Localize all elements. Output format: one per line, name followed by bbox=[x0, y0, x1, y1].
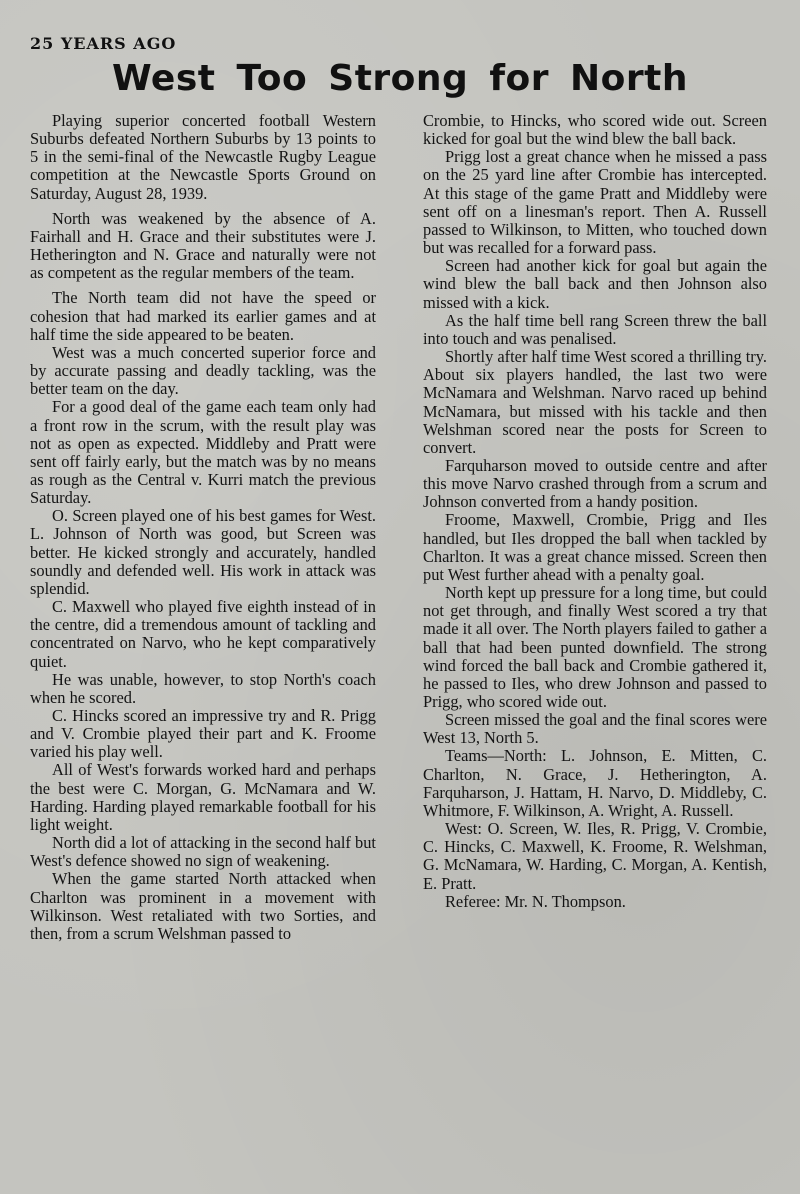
paragraph: Froome, Maxwell, Crombie, Prigg and Iles handled, but Iles dropped the ball when tackled by Charlton. It was a great chance missed. Screen then put West further ahead with a penalty goal. bbox=[423, 510, 767, 584]
paragraph: Screen missed the goal and the final scores were West 13, North 5. bbox=[423, 710, 767, 748]
paragraph: West: O. Screen, W. Iles, R. Prigg, V. Crombie, C. Hincks, C. Maxwell, K. Froome, R. Welshman, G. McNamara, W. Harding, C. Morgan, A. Kentish, E. Pratt. bbox=[423, 819, 767, 893]
paragraph: Playing superior concerted football Western Suburbs defeated Northern Suburbs by 13 points to 5 in the semi-final of the Newcastle Rugby League competition at the Newcastle Sports Ground on Saturday, August 28, 1939. bbox=[30, 111, 376, 203]
paragraph: North was weakened by the absence of A. Fairhall and H. Grace and their substitutes were J. Hetherington and N. Grace and naturally were not as competent as the regular members of the team. bbox=[30, 208, 376, 283]
paragraph: Screen had another kick for goal but again the wind blew the ball back and then Johnson also missed with a kick. bbox=[423, 256, 767, 312]
headline: West Too Strong for North bbox=[112, 58, 688, 99]
paragraph: Referee: Mr. N. Thompson. bbox=[445, 891, 626, 911]
paragraph: He was unable, however, to stop North's coach when he scored. bbox=[30, 669, 376, 707]
paragraph: When the game started North attacked when Charlton was prominent in a movement with Wilkinson. West retaliated with two Sorties, and then, from a scrum Welshman passed to bbox=[30, 869, 376, 943]
paragraph: For a good deal of the game each team only had a front row in the scrum, with the result play was not as open as expected. Middleby and Pratt were sent off fairly early, but the match was by no means as rough as the Central v. Kurri match the previous Saturday. bbox=[30, 397, 376, 508]
paragraph: Teams—North: L. Johnson, E. Mitten, C. Charlton, N. Grace, J. Hetherington, A. Farquharson, J. Hattam, H. Narvo, D. Middleby, C. Whitmore, F. Wilkinson, A. Wright, A. Russell. bbox=[423, 746, 767, 820]
paragraph: O. Screen played one of his best games for West. L. Johnson of North was good, but Screen was better. He kicked strongly and accurately, handled soundly and defended well. His work in attack was splendid. bbox=[30, 506, 376, 598]
paragraph: Prigg lost a great chance when he missed a pass on the 25 yard line after Crombie has intercepted. At this stage of the game Pratt and Middleby were sent off on a linesman's report. Then A. Russell passed to Wilkinson, to Mitten, who touched down but was recalled for a forward pass. bbox=[423, 147, 767, 258]
paragraph: All of West's forwards worked hard and perhaps the best were C. Morgan, G. McNamara and W. Harding. Harding played remarkable football for his light weight. bbox=[30, 760, 376, 834]
paragraph: Shortly after half time West scored a thrilling try. About six players handled, the last two were McNamara and Welshman. Narvo raced up behind McNamara, but missed with his tackle and then Welshman scored near the posts for Screen to convert. bbox=[423, 347, 767, 457]
paragraph: C. Maxwell who played five eighth instead of in the centre, did a tremendous amount of tackling and concentrated on Narvo, who he kept comparatively quiet. bbox=[30, 597, 376, 671]
article-column-right bbox=[423, 112, 767, 911]
section-kicker: 25 YEARS AGO bbox=[30, 34, 177, 53]
paragraph: The North team did not have the speed or cohesion that had marked its earlier games and at half time the side appeared to be beaten. bbox=[30, 288, 376, 344]
paragraph: Farquharson moved to outside centre and after this move Narvo crashed through from a scrum and Johnson converted from a handy position. bbox=[423, 455, 767, 512]
paragraph: North kept up pressure for a long time, but could not get through, and finally West scored a try that made it all over. The North players failed to gather a ball that had been punted downfield. The strong wind forced the ball back and Crombie gathered it, he passed to Iles, who drew Johnson and passed to Prigg, who scored wide out. bbox=[423, 583, 767, 711]
paragraph: North did a lot of attacking in the second half but West's defence showed no sign of weakening. bbox=[30, 833, 376, 871]
article-column-left bbox=[30, 112, 376, 943]
paragraph: C. Hincks scored an impressive try and R. Prigg and V. Crombie played their part and K. Froome varied his play well. bbox=[30, 706, 376, 762]
paragraph: As the half time bell rang Screen threw the ball into touch and was penalised. bbox=[423, 310, 767, 348]
paragraph: Crombie, to Hincks, who scored wide out. Screen kicked for goal but the wind blew the ball back. bbox=[423, 111, 767, 149]
paragraph: West was a much concerted superior force and by accurate passing and deadly tackling, was the better team on the day. bbox=[30, 342, 376, 399]
